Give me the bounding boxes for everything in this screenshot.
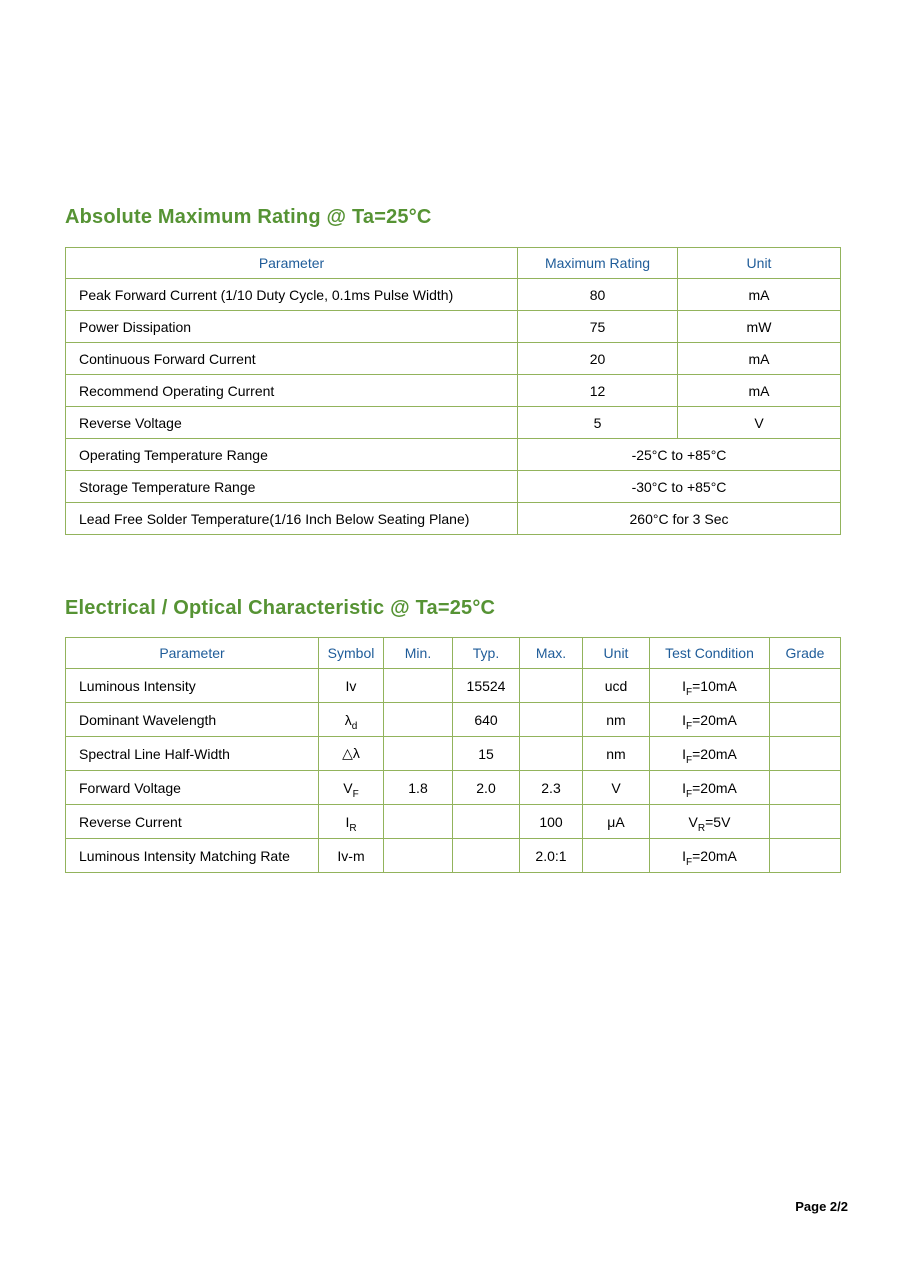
- symbol-base: △λ: [342, 745, 360, 761]
- rating-cell: 80: [518, 279, 678, 311]
- merged-value-cell: 260°C for 3 Sec: [518, 503, 841, 535]
- test-rest: =10mA: [692, 677, 737, 694]
- grade-cell: [770, 669, 841, 703]
- test-condition-cell: [650, 737, 770, 771]
- test-subscript: F: [686, 686, 693, 698]
- unit-cell: mA: [678, 279, 841, 311]
- test-base: I: [682, 745, 687, 762]
- symbol-base: Iv: [345, 677, 357, 694]
- symbol-subscript: d: [351, 720, 358, 732]
- test-subscript: F: [686, 754, 693, 766]
- header-typ: Typ.: [453, 638, 520, 669]
- test-base: I: [682, 847, 687, 864]
- symbol-base: I: [345, 813, 350, 830]
- min-cell: [384, 839, 453, 873]
- test-base: I: [682, 677, 687, 694]
- parameter-cell: Reverse Voltage: [66, 407, 518, 439]
- page-number: Page 2/2: [795, 1199, 848, 1214]
- rating-cell: 75: [518, 311, 678, 343]
- table-row: [66, 343, 841, 375]
- symbol-base: V: [343, 779, 353, 796]
- max-cell: [520, 669, 583, 703]
- rating-cell: 12: [518, 375, 678, 407]
- symbol-base: λ: [344, 711, 352, 728]
- test-subscript: F: [686, 720, 693, 732]
- typ-cell: [453, 839, 520, 873]
- test-base: V: [688, 813, 698, 830]
- header-min: Min.: [384, 638, 453, 669]
- unit-cell: ucd: [583, 669, 650, 703]
- test-rest: =20mA: [692, 779, 737, 796]
- symbol-cell: [319, 703, 384, 737]
- symbol-cell: [319, 805, 384, 839]
- min-cell: [384, 805, 453, 839]
- grade-cell: [770, 839, 841, 873]
- merged-value-cell: -25°C to +85°C: [518, 439, 841, 471]
- table-row: [66, 279, 841, 311]
- symbol-cell: [319, 839, 384, 873]
- min-cell: 1.8: [384, 771, 453, 805]
- test-condition-cell: [650, 669, 770, 703]
- unit-cell: [583, 839, 650, 873]
- test-condition-cell: [650, 839, 770, 873]
- typ-cell: 2.0: [453, 771, 520, 805]
- parameter-cell: Continuous Forward Current: [66, 343, 518, 375]
- parameter-cell: Peak Forward Current (1/10 Duty Cycle, 0.1ms Pulse Width): [66, 279, 518, 311]
- table-row: [66, 407, 841, 439]
- parameter-cell: Dominant Wavelength: [66, 703, 319, 737]
- unit-cell: μA: [583, 805, 650, 839]
- rating-cell: 5: [518, 407, 678, 439]
- header-parameter: Parameter: [66, 638, 319, 669]
- test-rest: =20mA: [692, 745, 737, 762]
- max-cell: 100: [520, 805, 583, 839]
- header-unit: Unit: [583, 638, 650, 669]
- grade-cell: [770, 805, 841, 839]
- grade-cell: [770, 737, 841, 771]
- table-row: [66, 805, 841, 839]
- table-row: [66, 737, 841, 771]
- header-unit: Unit: [678, 248, 841, 279]
- section-title-electrical-optical-characteristic: Electrical / Optical Characteristic @ Ta=25°C: [65, 597, 496, 619]
- merged-value-cell: -30°C to +85°C: [518, 471, 841, 503]
- unit-cell: nm: [583, 703, 650, 737]
- unit-cell: mW: [678, 311, 841, 343]
- unit-cell: V: [678, 407, 841, 439]
- typ-cell: 15: [453, 737, 520, 771]
- parameter-cell: Forward Voltage: [66, 771, 319, 805]
- test-base: I: [682, 711, 687, 728]
- parameter-cell: Spectral Line Half-Width: [66, 737, 319, 771]
- header-grade: Grade: [770, 638, 841, 669]
- unit-cell: mA: [678, 375, 841, 407]
- min-cell: [384, 669, 453, 703]
- typ-cell: [453, 805, 520, 839]
- min-cell: [384, 703, 453, 737]
- test-rest: =20mA: [692, 711, 737, 728]
- parameter-cell: Recommend Operating Current: [66, 375, 518, 407]
- symbol-cell: [319, 669, 384, 703]
- table-row: [66, 771, 841, 805]
- symbol-cell: [319, 737, 384, 771]
- max-cell: 2.0:1: [520, 839, 583, 873]
- min-cell: [384, 737, 453, 771]
- parameter-cell: Storage Temperature Range: [66, 471, 518, 503]
- table-header-row: [66, 248, 841, 279]
- test-condition-cell: [650, 703, 770, 737]
- table-row: [66, 703, 841, 737]
- typ-cell: 640: [453, 703, 520, 737]
- table-row: [66, 439, 841, 471]
- header-test-condition: Test Condition: [650, 638, 770, 669]
- test-subscript: F: [686, 856, 693, 868]
- test-rest: =20mA: [692, 847, 737, 864]
- test-base: I: [682, 779, 687, 796]
- unit-cell: mA: [678, 343, 841, 375]
- parameter-cell: Luminous Intensity: [66, 669, 319, 703]
- table-row: [66, 311, 841, 343]
- parameter-cell: Lead Free Solder Temperature(1/16 Inch Below Seating Plane): [66, 503, 518, 535]
- absolute-maximum-rating-table: [65, 247, 841, 535]
- table-row: [66, 669, 841, 703]
- electrical-optical-characteristic-table: [65, 637, 841, 873]
- parameter-cell: Reverse Current: [66, 805, 319, 839]
- parameter-cell: Power Dissipation: [66, 311, 518, 343]
- max-cell: [520, 703, 583, 737]
- table-row: [66, 375, 841, 407]
- table-row: [66, 839, 841, 873]
- test-rest: =5V: [705, 813, 731, 830]
- header-symbol: Symbol: [319, 638, 384, 669]
- max-cell: 2.3: [520, 771, 583, 805]
- header-maximum-rating: Maximum Rating: [518, 248, 678, 279]
- test-subscript: R: [697, 822, 706, 834]
- test-condition-cell: [650, 805, 770, 839]
- grade-cell: [770, 703, 841, 737]
- symbol-base: Iv-m: [337, 847, 365, 864]
- test-subscript: F: [686, 788, 693, 800]
- symbol-subscript: F: [352, 788, 359, 800]
- rating-cell: 20: [518, 343, 678, 375]
- unit-cell: V: [583, 771, 650, 805]
- symbol-cell: [319, 771, 384, 805]
- unit-cell: nm: [583, 737, 650, 771]
- parameter-cell: Luminous Intensity Matching Rate: [66, 839, 319, 873]
- table-header-row: [66, 638, 841, 669]
- header-max: Max.: [520, 638, 583, 669]
- section-title-absolute-maximum-rating: Absolute Maximum Rating @ Ta=25°C: [65, 206, 432, 228]
- max-cell: [520, 737, 583, 771]
- grade-cell: [770, 771, 841, 805]
- typ-cell: 15524: [453, 669, 520, 703]
- symbol-subscript: R: [349, 822, 357, 834]
- table-row: [66, 503, 841, 535]
- test-condition-cell: [650, 771, 770, 805]
- parameter-cell: Operating Temperature Range: [66, 439, 518, 471]
- table-row: [66, 471, 841, 503]
- header-parameter: Parameter: [66, 248, 518, 279]
